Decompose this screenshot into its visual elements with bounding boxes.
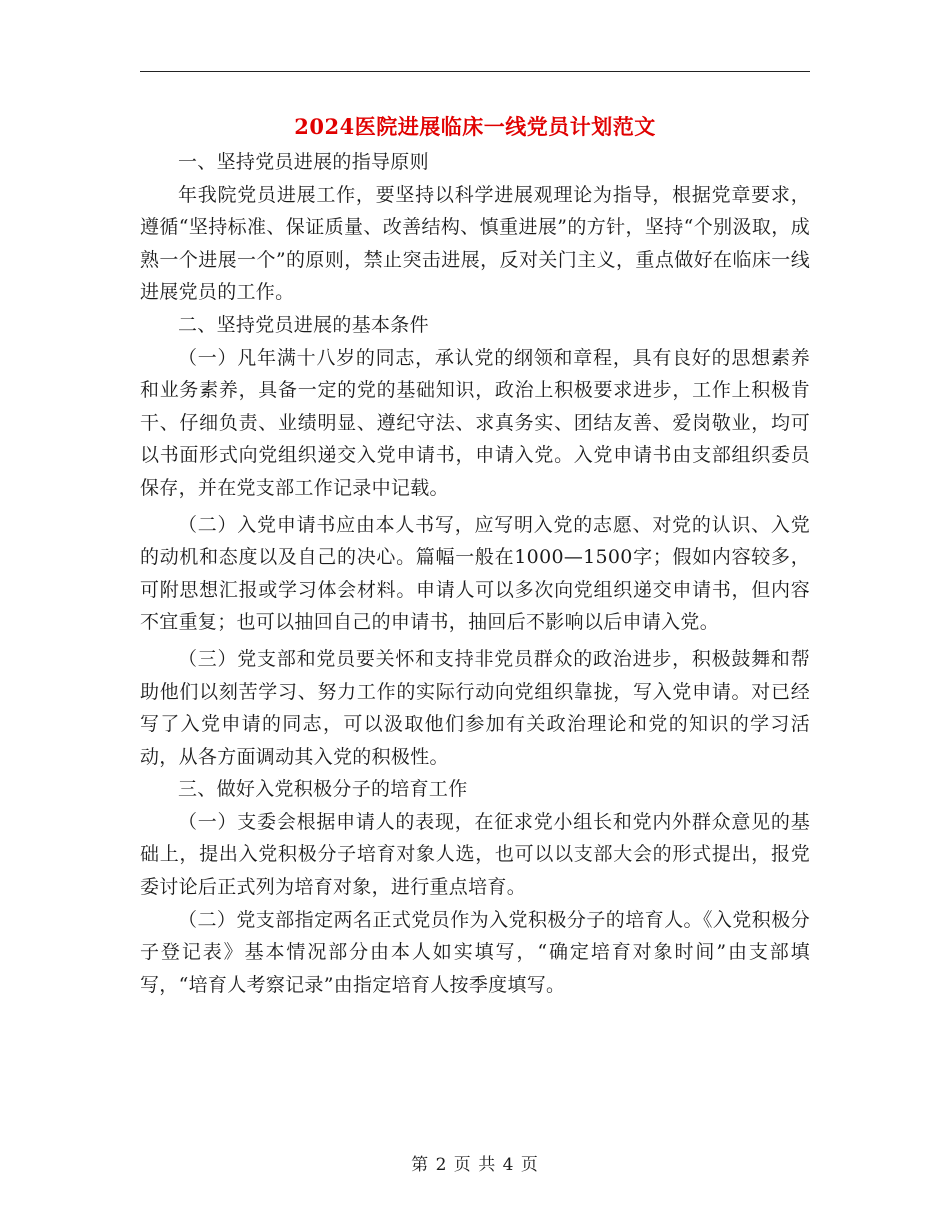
document-body [140,146,810,1001]
section-heading-3: 三、做好入党积极分子的培育工作 [178,778,468,801]
paragraph-3-1: （一）支委会根据申请人的表现，在征求党小组长和党内外群众意见的基础上，提出入党积极分子培育对象人选，也可以以支部大会的形式提出，报党委讨论后正式列为培育对象，进行重点培育。 [140,810,810,899]
paragraph-2-1: （一）凡年满十八岁的同志，承认党的纲领和章程，具有良好的思想素养和业务素养，具备一定的党的基础知识，政治上积极要求进步，工作上积极肯干、仔细负责、业绩明显、遵纪守法、求真务实、团结友善、爱岗敬业，均可以书面形式向党组织递交入党申请书，申请入党。入党申请书由支部组织委员保存，并在党支部工作记录中记载。 [140,346,810,499]
section-heading-2: 二、坚持党员进展的基本条件 [178,313,429,336]
paragraph-2-3: （三）党支部和党员要关怀和支持非党员群众的政治进步，积极鼓舞和帮助他们以刻苦学习、努力工作的实际行动向党组织靠拢，写入党申请。对已经写了入党申请的同志，可以汲取他们参加有关政治理论和党的知识的学习活动，从各方面调动其入党的积极性。 [140,647,810,768]
document-title: 2024医院进展临床一线党员计划范文 [294,114,656,139]
header-rule [140,71,810,72]
paragraph-1: 年我院党员进展工作，要坚持以科学进展观理论为指导，根据党章要求，遵循“坚持标准、保证质量、改善结构、慎重进展”的方针，坚持“个别汲取，成熟一个进展一个”的原则，禁止突击进展，反对关门主义，重点做好在临床一线进展党员的工作。 [140,183,810,304]
paragraph-3-2: （二）党支部指定两名正式党员作为入党积极分子的培育人。《入党积极分子登记表》基本情况部分由本人如实填写，“确定培育对象时间”由支部填写，“培育人考察记录”由指定培育人按季度填写。 [140,908,810,996]
paragraph-2-2: （二）入党申请书应由本人书写，应写明入党的志愿、对党的认识、入党的动机和态度以及自己的决心。篇幅一般在1000—1500字；假如内容较多，可附思想汇报或学习体会材料。申请人可以多次向党组织递交申请书，但内容不宜重复；也可以抽回自己的申请书，抽回后不影响以后申请入党。 [140,513,810,634]
section-heading-1: 一、坚持党员进展的指导原则 [178,151,429,173]
page-number: 第 2 页 共 4 页 [411,1155,539,1175]
